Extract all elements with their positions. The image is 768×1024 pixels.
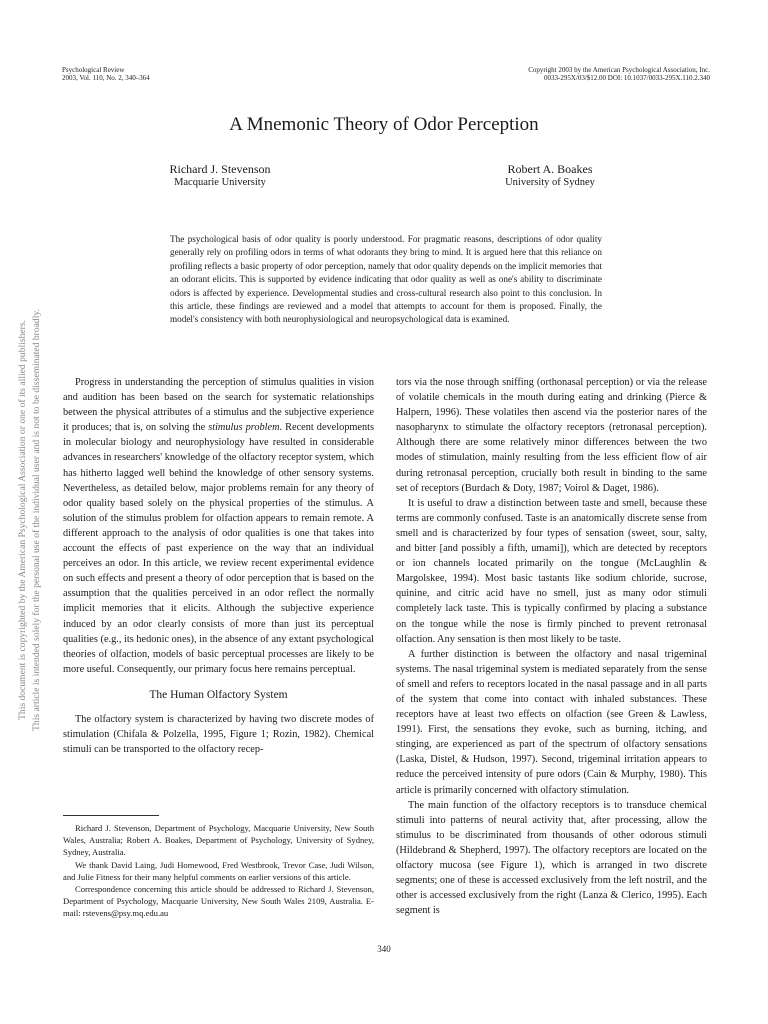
intro-text-end: . Recent developments in molecular biology and neurophysiology have resulted in considerable advances in researchers' knowledge of the olfactory receptor system, which has hitherto lagged well behind the knowledge of other sensory systems. Nevertheless, as detailed below, major problems remain for any theory of odor quality based solely on the physical properties of the stimulus. A solution of the stimulus problem for olfaction appears to remain remote. A different approach to the analysis of odor qualities is one that takes into account the effects of past experience on the way that an individual perceives an odor. In this article, we review recent experimental evidence on such effects and present a theory of odor perception that is based on the assumption that the qualities perceived in an odor reflect the normally implicit memories that it elicits. Although the subjective experience induced by an odor clearly consists of more than just its perceptual qualities (e.g., its hedonic ones), in the absence of any extant psychological theories of olfaction, models of basic perceptual processes are likely to be more useful. Consequently, our primary focus here remains perceptual. [63, 422, 374, 675]
intro-paragraph [63, 375, 374, 677]
side-notice-line-2: This article is intended solely for the personal use of the individual user and is not to be disseminated broadly. [31, 309, 42, 731]
author-block-2 [450, 162, 650, 189]
body-column-left [63, 375, 374, 757]
author-name: Richard J. Stevenson [169, 162, 271, 176]
author-block-1 [120, 162, 320, 189]
journal-citation [62, 66, 150, 82]
copyright-block [528, 66, 710, 82]
copyright-line: Copyright 2003 by the American Psychological Association, Inc. [528, 66, 710, 74]
body-paragraph: It is useful to draw a distinction between taste and smell, because these terms are commonly confused. Taste is an anatomically discrete sense from smell and is characterized by four types of sensation (sweet, sour, salty, and bitter [and possibly a fifth, umami]), which are detected by receptors or ion channels located primarily on the tongue (McLaughlin & Margolskee, 1994). Most basic tastants like sodium chloride, sucrose, quinine, and citric acid have no smell, just as many odor stimuli completely lack taste. This is typically confirmed by placing a substance on the tongue while the nose is firmly pinched to prevent retronasal olfaction. Any sensation is then most likely to be taste. [396, 497, 707, 645]
footnotes [63, 822, 374, 920]
journal-name: Psychological Review [62, 66, 125, 74]
footnote-divider [63, 815, 159, 816]
journal-volume: 2003, Vol. 110, No. 2, 340–364 [62, 74, 150, 82]
body-paragraph: A further distinction is between the olfactory and nasal trigeminal systems. The nasal trigeminal system is mediated separately from the sense of smell and refers to receptors located in the nasal passage and in all parts of the system that come into contact with inhaled substances. These receptors have at least two effects on olfaction (see Green & Lawless, 1991). First, the sensations they evoke, such as burning, itching, and stinging, are experienced as part of the spectrum of olfactory sensations (Laska, Distel, & Hudson, 1997). Second, trigeminal irritation appears to reduce the perceived intensity of pure odors (Cain & Murphy, 1980). This article is primarily concerned with olfactory stimulation. [396, 648, 707, 796]
footnote-affiliations: Richard J. Stevenson, Department of Psychology, Macquarie University, New South Wales, Australia; Robert A. Boakes, Department of Psychology, University of Sydney, Sydney, Australia. [63, 823, 374, 858]
side-notice-text [16, 309, 44, 731]
article-title: A Mnemonic Theory of Odor Perception [229, 114, 539, 135]
intro-italic-term: stimulus problem [208, 422, 280, 434]
author-name: Robert A. Boakes [507, 162, 593, 176]
footnote-correspondence: Correspondence concerning this article should be addressed to Richard J. Stevenson, Department of Psychology, Macquarie University, New South Wales 2109, Australia. E-mail: rstevens@psy.mq.edu.au [63, 884, 374, 919]
side-notice-line-1: This document is copyrighted by the American Psychological Association or one of its allied publishers. [17, 320, 28, 720]
page-number: 340 [377, 944, 391, 954]
author-affiliation: Macquarie University [174, 177, 266, 188]
body-paragraph: tors via the nose through sniffing (orthonasal perception) or via the release of volatile chemicals in the mouth during eating and drinking (Pierce & Halpern, 1996). These volatiles then ascend via the posterior nares of the nasopharynx to stimulate the olfactory receptors (retronasal perception). Although there are some relatively minor differences between the two modes of stimulation, mainly resulting from the less efficient flow of air during retronasal perception, crucially both result in binding to the same set of receptors (Burdach & Doty, 1987; Voirol & Daget, 1986). [396, 377, 707, 494]
body-column-right [396, 375, 707, 918]
section-heading: The Human Olfactory System [149, 688, 288, 701]
section-paragraph: The olfactory system is characterized by having two discrete modes of stimulation (Chifala & Polzella, 1995, Figure 1; Rozin, 1982). Chemical stimuli can be transported to the olfactory recep- [63, 713, 374, 756]
abstract: The psychological basis of odor quality is poorly understood. For pragmatic reasons, descriptions of odor quality generally rely on profiling odors in terms of what odorants they bring to mind. It is argued here that this reliance on profiling reflects a basic property of odor perception, namely that odor quality depends on the implicit memories that an odorant elicits. This is supported by evidence indicating that odor quality as well as one's ability to discriminate odors is affected by experience. Developmental studies and cross-cultural research also point to this conclusion. In this article, these findings are reviewed and a model that attempts to account for them is proposed. Finally, the model's consistency with both neurophysiological and neuropsychological data is examined. [170, 234, 602, 325]
intro-text-start: Progress in understanding the perception of stimulus qualities in vision and audition has been based on the search for systematic relationships between the physical attributes of a stimulus and the subjective experience it produces; that is, on solving the [63, 377, 374, 434]
author-affiliation: University of Sydney [505, 177, 595, 188]
body-paragraph: The main function of the olfactory receptors is to transduce chemical stimuli into patterns of neural activity that, after processing, allow the stimulus to be discriminated from thousands of other odorous stimuli (Hildebrand & Shepherd, 1997). The olfactory receptors are located on the olfactory mucosa (see Figure 1), which is arranged in two discrete segments; one of these is accessed exclusively from the left nostril, and the other is accessed exclusively from the right (Lanza & Clerico, 1995). Each segment is [396, 799, 707, 917]
footnote-acknowledgments: We thank David Laing, Judi Homewood, Fred Westbrook, Trevor Case, Judi Wilson, and Julie Fitness for their many helpful comments on earlier versions of this article. [63, 859, 374, 882]
doi-line: 0033-295X/03/$12.00 DOI: 10.1037/0033-295X.110.2.340 [544, 74, 710, 82]
